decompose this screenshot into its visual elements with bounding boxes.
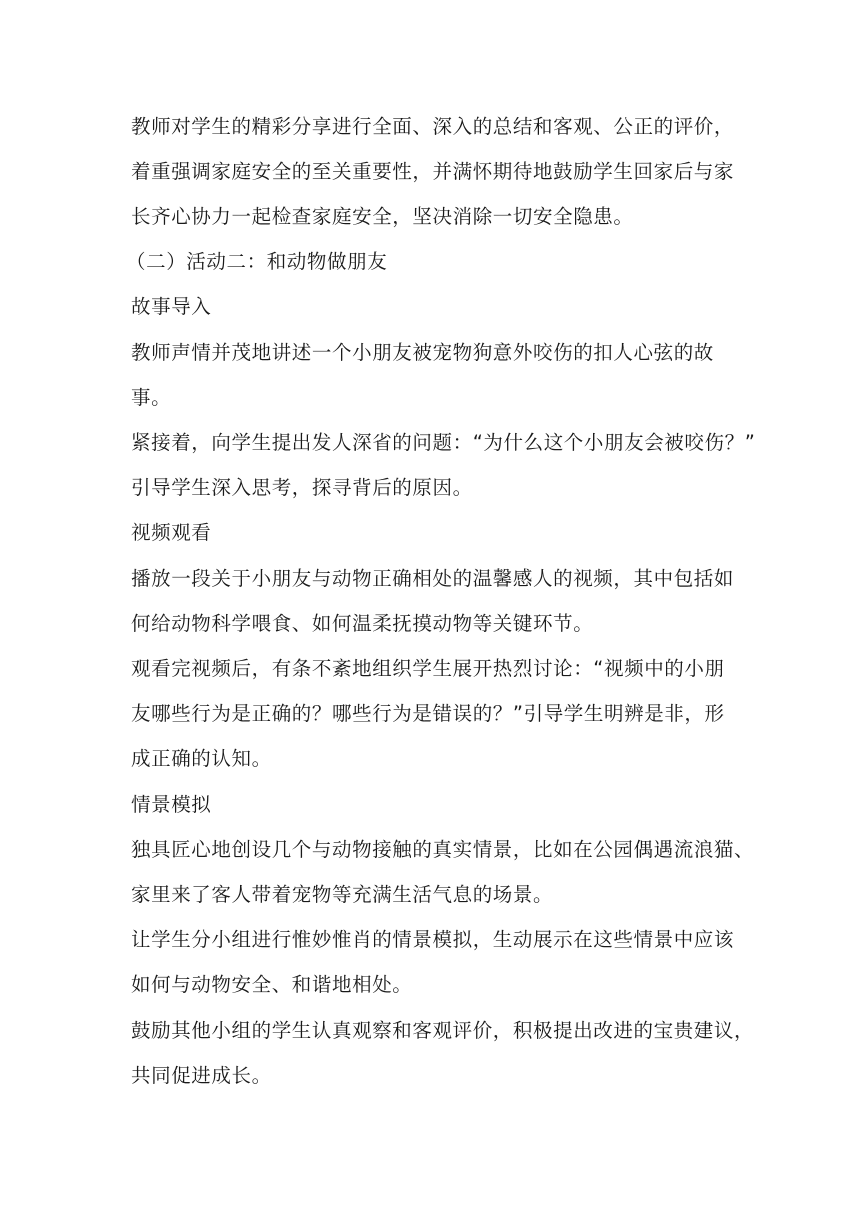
paragraph-line: 长齐心协力一起检查家庭安全，坚决消除一切安全隐患。 xyxy=(131,205,634,228)
paragraph-line: 共同促进成长。 xyxy=(131,1064,272,1087)
paragraph-line: 着重强调家庭安全的至关重要性，并满怀期待地鼓励学生回家后与家 xyxy=(131,160,735,183)
subheading: 情景模拟 xyxy=(131,793,212,816)
paragraph-line: 引导学生深入思考，探寻背后的原因。 xyxy=(131,476,473,499)
paragraph-line: 播放一段关于小朋友与动物正确相处的温馨感人的视频，其中包括如 xyxy=(131,567,735,590)
paragraph-line: 如何与动物安全、和谐地相处。 xyxy=(131,973,413,996)
paragraph-line: 紧接着，向学生提出发人深省的问题：“为什么这个小朋友会被咬伤？” xyxy=(131,431,756,454)
paragraph-line: 让学生分小组进行惟妙惟肖的情景模拟，生动展示在这些情景中应该 xyxy=(131,928,735,951)
section-heading: （二）活动二：和动物做朋友 xyxy=(126,250,388,273)
paragraph-line: 独具匠心地创设几个与动物接触的真实情景，比如在公园偶遇流浪猫、 xyxy=(131,838,755,861)
paragraph-line: 成正确的认知。 xyxy=(131,747,272,770)
subheading: 视频观看 xyxy=(131,521,212,544)
paragraph-line: 教师声情并茂地讲述一个小朋友被宠物狗意外咬伤的扣人心弦的故 xyxy=(131,341,714,364)
paragraph-line: 教师对学生的精彩分享进行全面、深入的总结和客观、公正的评价， xyxy=(131,115,735,138)
paragraph-line: 鼓励其他小组的学生认真观察和客观评价，积极提出改进的宝贵建议， xyxy=(131,1019,755,1042)
paragraph-line: 友哪些行为是正确的？哪些行为是错误的？”引导学生明辨是非，形 xyxy=(131,702,725,725)
paragraph-line: 何给动物科学喂食、如何温柔抚摸动物等关键环节。 xyxy=(131,612,594,635)
paragraph-line: 家里来了客人带着宠物等充满生活气息的场景。 xyxy=(131,883,554,906)
subheading: 故事导入 xyxy=(131,295,212,318)
paragraph-line: 观看完视频后，有条不紊地组织学生展开热烈讨论：“视频中的小朋 xyxy=(131,657,725,680)
paragraph-line: 事。 xyxy=(131,386,172,409)
